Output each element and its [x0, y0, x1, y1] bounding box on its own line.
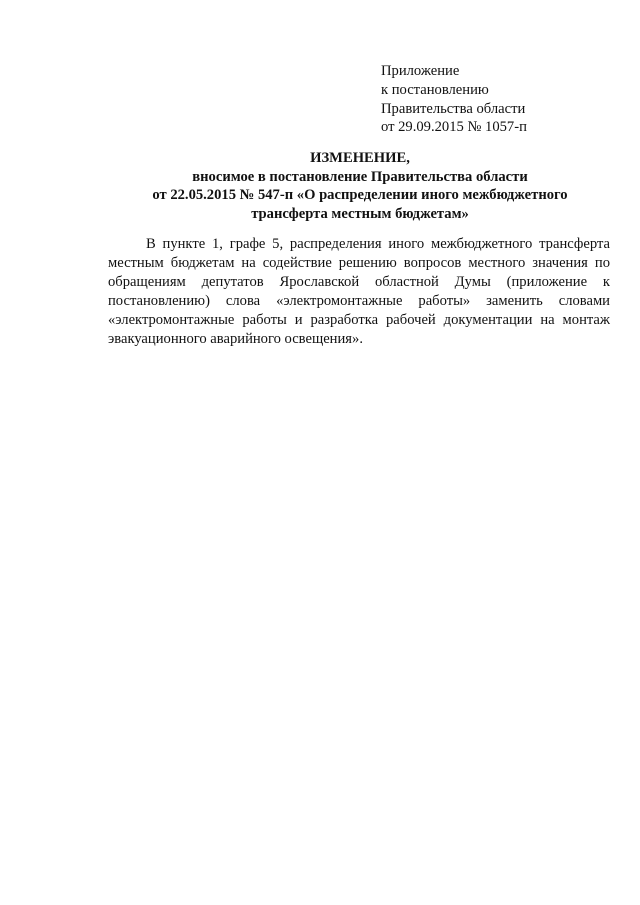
appendix-line-1: Приложение: [381, 63, 460, 79]
title-line-4: трансферта местным бюджетам»: [251, 205, 469, 222]
appendix-line-3: Правительства области: [381, 100, 526, 117]
body-line-1: В пункте 1, графе 5, распределения иного межбюджетного трансферта: [146, 236, 610, 252]
body-line-6: эвакуационного аварийного освещения».: [108, 330, 363, 347]
appendix-block: [381, 62, 621, 137]
body-line-5: «электромонтажные работы и разработка рабочей документации на монтаж: [108, 311, 610, 328]
appendix-line-4: от 29.09.2015 № 1057-п: [381, 119, 527, 136]
body-line-2: местным бюджетам на содействие решению вопросов местного значения по: [108, 254, 610, 271]
body-line-3: обращениям депутатов Ярославской областной Думы (приложение к: [108, 273, 610, 290]
title-line-2: вносимое в постановление Правительства области: [192, 168, 528, 185]
document-title: [100, 149, 620, 223]
title-heading: ИЗМЕНЕНИЕ,: [310, 150, 410, 166]
body-paragraph: [108, 235, 610, 348]
body-line-4: постановлению) слова «электромонтажные работы» заменить словами: [108, 292, 610, 309]
appendix-line-2: к постановлению: [381, 81, 489, 98]
title-line-3: от 22.05.2015 № 547-п «О распределении иного межбюджетного: [152, 187, 568, 204]
